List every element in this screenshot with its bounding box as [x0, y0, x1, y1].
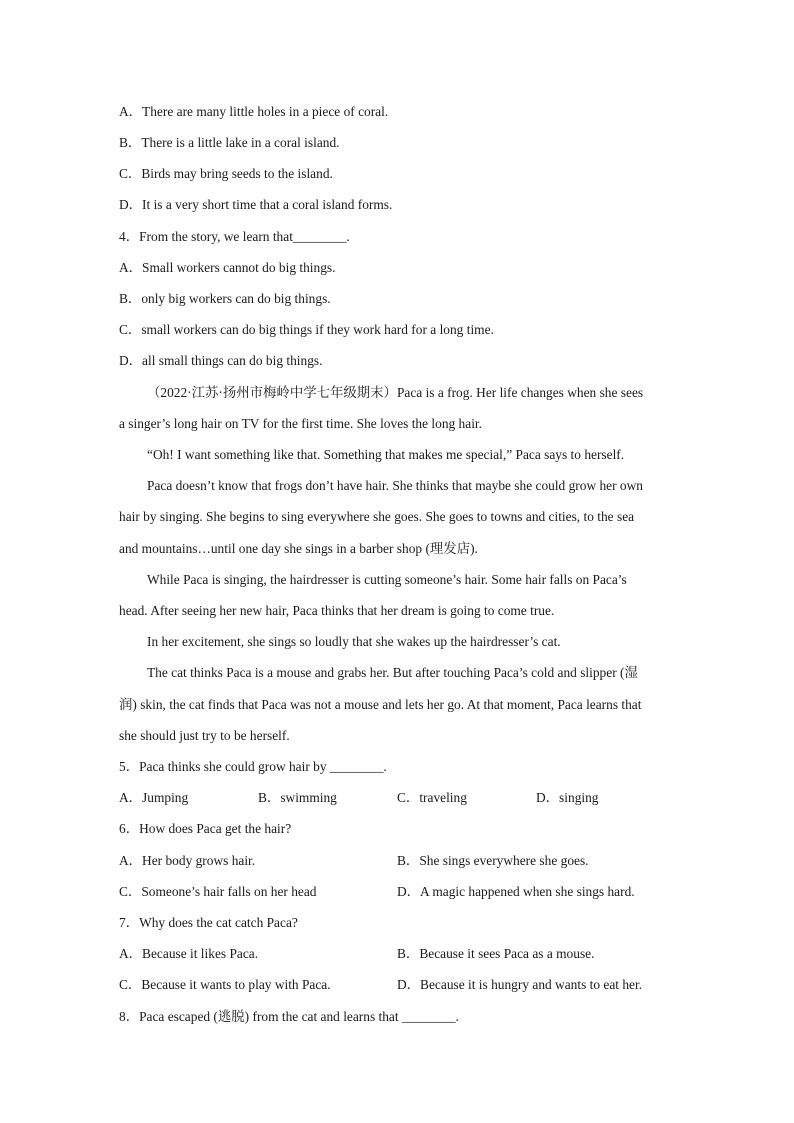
q4-option-d: D．all small things can do big things. — [119, 353, 323, 368]
q4-option-a: A．Small workers cannot do big things. — [119, 260, 336, 275]
passage-line: While Paca is singing, the hairdresser is cutting someone’s hair. Some hair falls on Paca’s — [147, 572, 627, 587]
q7-stem: 7．Why does the cat catch Paca? — [119, 915, 298, 930]
passage-line: a singer’s long hair on TV for the first time. She loves the long hair. — [119, 416, 482, 431]
q7-option-a: A．Because it likes Paca. — [119, 946, 259, 961]
passage-line: and mountains…until one day she sings in a barber shop (理发店). — [119, 541, 478, 556]
q5-option-b: B．swimming — [258, 790, 337, 805]
q5-option-c: C．traveling — [397, 790, 467, 805]
q3-option-a: A．There are many little holes in a piece of coral. — [119, 104, 389, 119]
q7-option-b: B．Because it sees Paca as a mouse. — [397, 946, 595, 961]
q5-stem: 5．Paca thinks she could grow hair by ________. — [119, 759, 387, 774]
q7-option-d: D．Because it is hungry and wants to eat her. — [397, 977, 643, 992]
passage-line: The cat thinks Paca is a mouse and grabs her. But after touching Paca’s cold and slipper (湿 — [147, 665, 638, 680]
q3-option-b: B．There is a little lake in a coral island. — [119, 135, 340, 150]
passage-line: “Oh! I want something like that. Something that makes me special,” Paca says to herself. — [147, 447, 625, 462]
passage-line: head. After seeing her new hair, Paca thinks that her dream is going to come true. — [119, 603, 555, 618]
q8-stem: 8．Paca escaped (逃脱) from the cat and learns that ________. — [119, 1009, 459, 1024]
q6-option-c: C．Someone’s hair falls on her head — [119, 884, 317, 899]
q6-option-b: B．She sings everywhere she goes. — [397, 853, 589, 868]
q3-option-c: C．Birds may bring seeds to the island. — [119, 166, 333, 181]
passage-line: In her excitement, she sings so loudly that she wakes up the hairdresser’s cat. — [147, 634, 561, 649]
q7-option-c: C．Because it wants to play with Paca. — [119, 977, 331, 992]
passage-line: she should just try to be herself. — [119, 728, 290, 743]
q3-option-d: D．It is a very short time that a coral island forms. — [119, 197, 393, 212]
q4-stem: 4．From the story, we learn that________. — [119, 229, 350, 244]
q6-option-a: A．Her body grows hair. — [119, 853, 256, 868]
q5-option-a: A．Jumping — [119, 790, 189, 805]
q5-option-d: D．singing — [536, 790, 599, 805]
q4-option-c: C．small workers can do big things if they work hard for a long time. — [119, 322, 494, 337]
q6-option-d: D．A magic happened when she sings hard. — [397, 884, 635, 899]
passage-line: 润) skin, the cat finds that Paca was not a mouse and lets her go. At that moment, Paca learns that — [119, 697, 642, 712]
q6-stem: 6．How does Paca get the hair? — [119, 821, 292, 836]
q4-option-b: B．only big workers can do big things. — [119, 291, 331, 306]
passage-line: Paca doesn’t know that frogs don’t have hair. She thinks that maybe she could grow her own — [147, 478, 643, 493]
passage-line: hair by singing. She begins to sing everywhere she goes. She goes to towns and cities, to the sea — [119, 509, 635, 524]
passage-line: （2022·江苏·扬州市梅岭中学七年级期末）Paca is a frog. Her life changes when she sees — [147, 385, 644, 400]
